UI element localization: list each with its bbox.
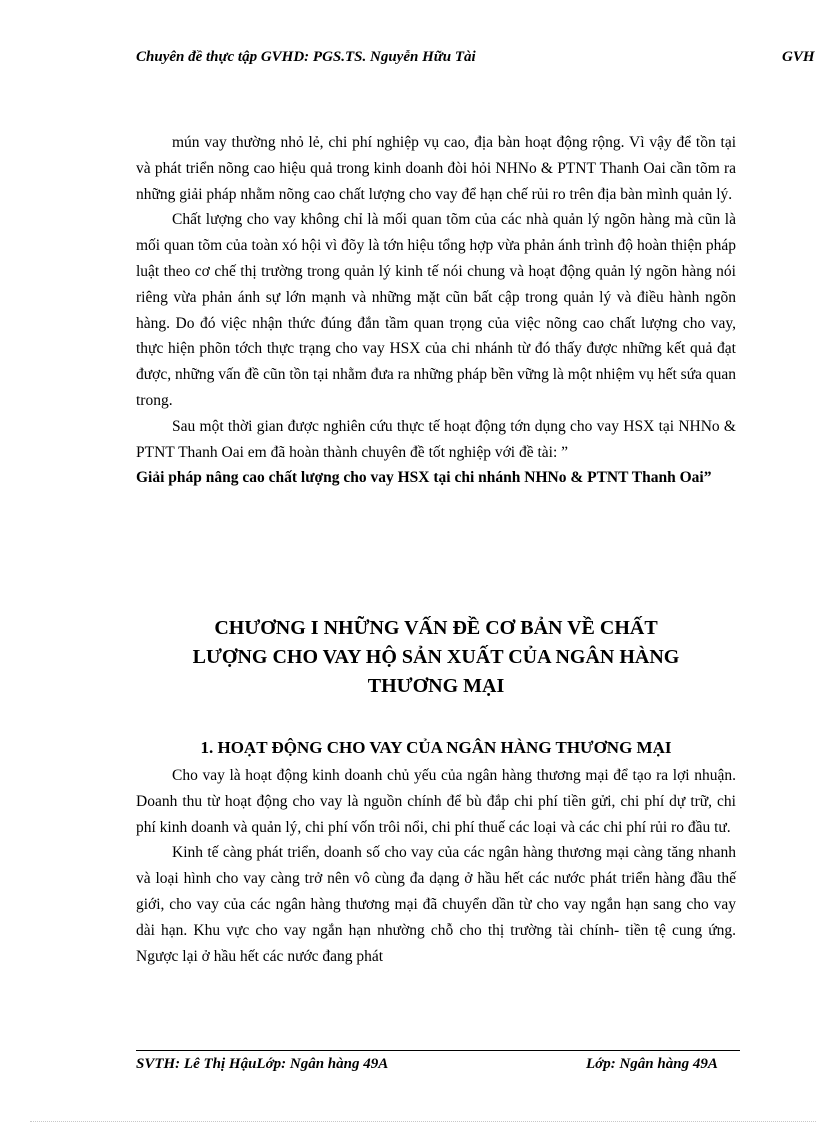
section-heading: 1. HOẠT ĐỘNG CHO VAY CỦA NGÂN HÀNG THƯƠNG MẠI [200,738,672,757]
intro-body [136,130,736,491]
section-paragraph-2: Kinh tế càng phát triển, doanh số cho vay của các ngân hàng thương mại càng tăng nhanh và loại hình cho vay càng trở nên vô cùng đa dạng ở hầu hết các nước phát triển hàng đầu thế giới, cho vay của các ngân hàng thương mại đã chuyển dần từ cho vay ngắn hạn sang cho vay dài hạn. Khu vực cho vay ngắn hạn nhường chỗ cho thị trường tài chính- tiền tệ cung ứng. Ngược lại ở hầu hết các nước đang phát [136,844,736,965]
footer-divider [136,1050,740,1051]
intro-paragraph-3: Sau một thời gian được nghiên cứu thực tế hoạt động tớn dụng cho vay HSX tại NHNo & PTNT Thanh Oai em đã hoàn thành chuyên đề tốt nghiệp với đề tài: ” [136,417,736,461]
section-paragraph-1: Cho vay là hoạt động kinh doanh chủ yếu của ngân hàng thương mại để tạo ra lợi nhuận. Doanh thu từ hoạt động cho vay là nguồn chính để bù đắp chi phí tiền gửi, chi phí dự trữ, chi phí kinh doanh và quản lý, chi phí vốn trôi nổi, chi phí thuế các loại và các chi phí rủi ro đầu tư. [136,767,736,836]
footer-right: Lớp: Ngân hàng 49A [586,1056,718,1072]
header-left: Chuyên đề thực tập GVHD: PGS.TS. Nguyễn Hữu Tài [136,49,476,65]
section-body [136,763,736,969]
chapter-heading [136,614,736,701]
thesis-title: Giải pháp nâng cao chất lượng cho vay HSX tại chi nhánh NHNo & PTNT Thanh Oai” [136,469,712,487]
intro-paragraph-2: Chất lượng cho vay không chỉ là mối quan tõm của các nhà quản lý ngõn hàng mà cũn là mối quan tõm của toàn xó hội vì đõy là tớn hiệu tổng hợp vừa phản ánh trình độ hoàn thiện pháp luật theo cơ chế thị trường trong quản lý kinh tế nói chung và hoạt động quản lý ngõn hàng nói riêng vừa phản ánh sự lớn mạnh và những mặt cũn bất cập trong quản lý và điều hành ngõn hàng. Do đó việc nhận thức đúng đắn tầm quan trọng của việc nõng cao chất lượng cho vay, thực hiện phõn tớch thực trạng cho vay HSX của chi nhánh từ đó thấy được những kết quả đạt được, những vấn đề cũn tồn tại nhằm đưa ra những pháp bền vững là một nhiệm vụ hết sứa quan trong. [136,211,736,409]
page-bottom-edge [30,1121,816,1122]
chapter-line-1: CHƯƠNG I NHỮNG VẤN ĐỀ CƠ BẢN VỀ CHẤT [214,617,658,639]
chapter-line-3: THƯƠNG MẠI [367,675,505,697]
chapter-line-2: LƯỢNG CHO VAY HỘ SẢN XUẤT CỦA NGÂN HÀNG [192,646,680,668]
intro-paragraph-1: mún vay thường nhỏ lẻ, chi phí nghiệp vụ cao, địa bàn hoạt động rộng. Vì vậy để tồn tại và phát triển nõng cao hiệu quả trong kinh doanh đòi hỏi NHNo & PTNT Thanh Oai cần tõm ra những giải pháp nhằm nõng cao chất lượng cho vay để hạn chế rủi ro trên địa bàn mình quản lý. [136,134,736,203]
footer-left: SVTH: Lê Thị HậuLớp: Ngân hàng 49A [136,1056,389,1072]
header-right: GVH [782,49,815,65]
